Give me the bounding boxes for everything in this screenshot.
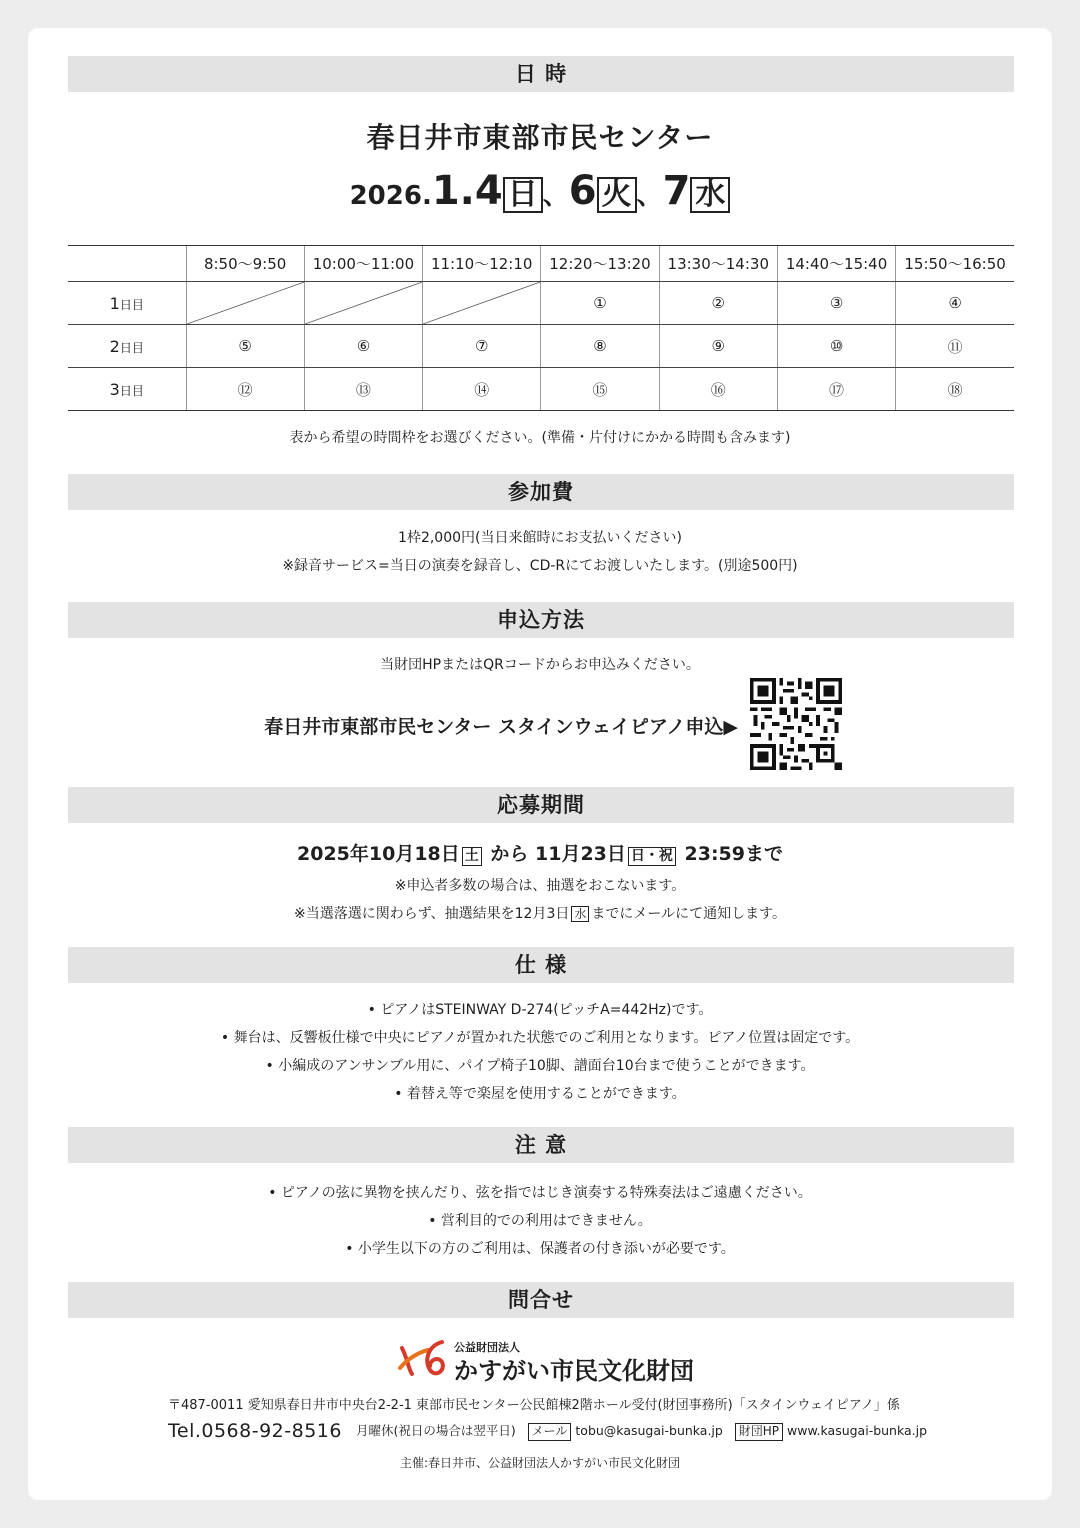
schedule-row-day2 xyxy=(68,325,1014,368)
time-header: 8:50〜9:50 xyxy=(186,246,304,282)
spec-item: • 舞台は、反響板仕様で中央にピアノが置かれた状態でのご利用となります。ピアノ位置は固定です。 xyxy=(220,1030,860,1046)
time-header: 15:50〜16:50 xyxy=(896,246,1014,282)
weekday-box-2: 火 xyxy=(597,177,637,213)
period-mid: から 11月23日 xyxy=(490,843,626,865)
slot-unavailable xyxy=(186,282,304,325)
schedule-row-day1 xyxy=(68,282,1014,325)
slot-cell: ⑯ xyxy=(659,368,777,411)
schedule-corner-cell xyxy=(68,246,186,282)
date-sep2: 、 xyxy=(636,181,663,211)
org-tel[interactable]: Tel.0568-92-8516 xyxy=(168,1420,342,1442)
slot-cell: ② xyxy=(659,282,777,325)
period-note-2-day: 水 xyxy=(571,906,589,922)
date-day1: 1.4 xyxy=(431,168,503,214)
period-main xyxy=(28,839,1052,866)
slot-cell: ⑨ xyxy=(659,325,777,368)
schedule-row-day3 xyxy=(68,368,1014,411)
weekday-box-3: 水 xyxy=(690,177,730,213)
spec-item: • 小編成のアンサンブル用に、パイプ椅子10脚、譜面台10台まで使うことができます。 xyxy=(265,1058,815,1074)
schedule-note: 表から希望の時間枠をお選びください。(準備・片付けにかかる時間も含みます) xyxy=(289,430,791,446)
day-label xyxy=(68,282,186,325)
day-unit: 日目 xyxy=(119,297,144,312)
section-bar-apply: 申込方法 xyxy=(68,602,1014,638)
slot-cell: ③ xyxy=(777,282,895,325)
apply-link-title[interactable]: 春日井市東部市民センター スタインウェイピアノ申込▶ xyxy=(264,716,738,738)
slot-cell: ⑱ xyxy=(896,368,1014,411)
note-item: • 小学生以下の方のご利用は、保護者の付き添いが必要です。 xyxy=(345,1241,735,1257)
slot-cell: ⑰ xyxy=(777,368,895,411)
event-dates xyxy=(28,168,1052,214)
slot-cell: ⑥ xyxy=(304,325,422,368)
slot-cell: ⑪ xyxy=(896,325,1014,368)
time-header: 13:30〜14:30 xyxy=(659,246,777,282)
schedule-header-row xyxy=(68,246,1014,282)
hp-label: 財団HP xyxy=(735,1423,783,1441)
section-bar-notes: 注 意 xyxy=(68,1127,1014,1163)
day-number: 1 xyxy=(109,293,120,313)
slot-cell: ⑫ xyxy=(186,368,304,411)
note-item: • ピアノの弦に異物を挟んだり、弦を指ではじき演奏する特殊奏法はご遠慮ください。 xyxy=(268,1185,812,1201)
slot-cell: ⑦ xyxy=(423,325,541,368)
qr-code[interactable] xyxy=(750,678,842,770)
slot-cell: ④ xyxy=(896,282,1014,325)
date-sep1: 、 xyxy=(542,181,569,211)
schedule-table xyxy=(68,245,1014,411)
org-hp[interactable]: www.kasugai-bunka.jp xyxy=(787,1423,928,1438)
time-header: 10:00〜11:00 xyxy=(304,246,422,282)
day-number: 2 xyxy=(109,336,120,356)
day-number: 3 xyxy=(109,379,120,399)
slot-cell: ⑤ xyxy=(186,325,304,368)
period-start: 2025年10月18日 xyxy=(297,843,460,865)
period-start-day: 土 xyxy=(462,847,482,866)
day-unit: 日目 xyxy=(119,340,144,355)
day-label xyxy=(68,325,186,368)
time-header: 12:20〜13:20 xyxy=(541,246,659,282)
slot-cell: ⑩ xyxy=(777,325,895,368)
time-header: 14:40〜15:40 xyxy=(777,246,895,282)
date-day3: 7 xyxy=(662,168,691,214)
fee-line-2: ※録音サービス=当日の演奏を録音し、CD-Rにてお渡しいたします。(別途500円) xyxy=(282,558,798,574)
foundation-logo-icon xyxy=(398,1338,448,1378)
host-line: 主催:春日井市、公益財団法人かすがい市民文化財団 xyxy=(399,1456,681,1470)
period-end: 23:59まで xyxy=(684,843,783,865)
slot-cell: ⑭ xyxy=(423,368,541,411)
slot-cell: ⑮ xyxy=(541,368,659,411)
day-label xyxy=(68,368,186,411)
period-end-day: 日・祝 xyxy=(628,847,676,866)
flyer-page xyxy=(28,28,1052,1500)
time-header: 11:10〜12:10 xyxy=(423,246,541,282)
date-year: 2026. xyxy=(349,181,432,211)
slot-cell: ⑬ xyxy=(304,368,422,411)
spec-item: • ピアノはSTEINWAY D-274(ピッチA=442Hz)です。 xyxy=(367,1002,713,1018)
section-bar-contact: 問合せ xyxy=(68,1282,1014,1318)
section-bar-datetime: 日 時 xyxy=(68,56,1014,92)
note-item: • 営利目的での利用はできません。 xyxy=(428,1213,652,1229)
weekday-box-1: 日 xyxy=(503,177,543,213)
day-unit: 日目 xyxy=(119,383,144,398)
section-bar-period: 応募期間 xyxy=(68,787,1014,823)
venue-title: 春日井市東部市民センター xyxy=(366,121,714,154)
period-note-2-b: までにメールにて通知します。 xyxy=(591,906,786,922)
slot-cell: ① xyxy=(541,282,659,325)
spec-item: • 着替え等で楽屋を使用することができます。 xyxy=(394,1086,686,1102)
slot-cell: ⑧ xyxy=(541,325,659,368)
org-address: 〒487-0011 愛知県春日井市中央台2-2-1 東部市民センター公民館棟2階ホール受付(財団事務所)「スタインウェイピアノ」係 xyxy=(168,1398,900,1413)
org-closed: 月曜休(祝日の場合は翌平日) xyxy=(355,1423,516,1438)
period-note-2-a: ※当選落選に関わらず、抽選結果を12月3日 xyxy=(294,906,570,922)
section-bar-fee: 参加費 xyxy=(68,474,1014,510)
contact-line xyxy=(168,1420,927,1442)
period-note-2 xyxy=(28,903,1052,923)
section-bar-specs: 仕 様 xyxy=(68,947,1014,983)
org-name: かすがい市民文化財団 xyxy=(454,1357,694,1385)
apply-line: 当財団HPまたはQRコードからお申込みください。 xyxy=(380,657,700,673)
fee-line-1: 1枠2,000円(当日来館時にお支払いください) xyxy=(398,530,682,546)
mail-label: メール xyxy=(528,1423,572,1441)
org-mail[interactable]: tobu@kasugai-bunka.jp xyxy=(575,1423,723,1438)
slot-unavailable xyxy=(304,282,422,325)
org-type: 公益財団法人 xyxy=(454,1341,520,1354)
period-note-1: ※申込者多数の場合は、抽選をおこないます。 xyxy=(394,878,686,894)
slot-unavailable xyxy=(423,282,541,325)
date-day2: 6 xyxy=(568,168,597,214)
